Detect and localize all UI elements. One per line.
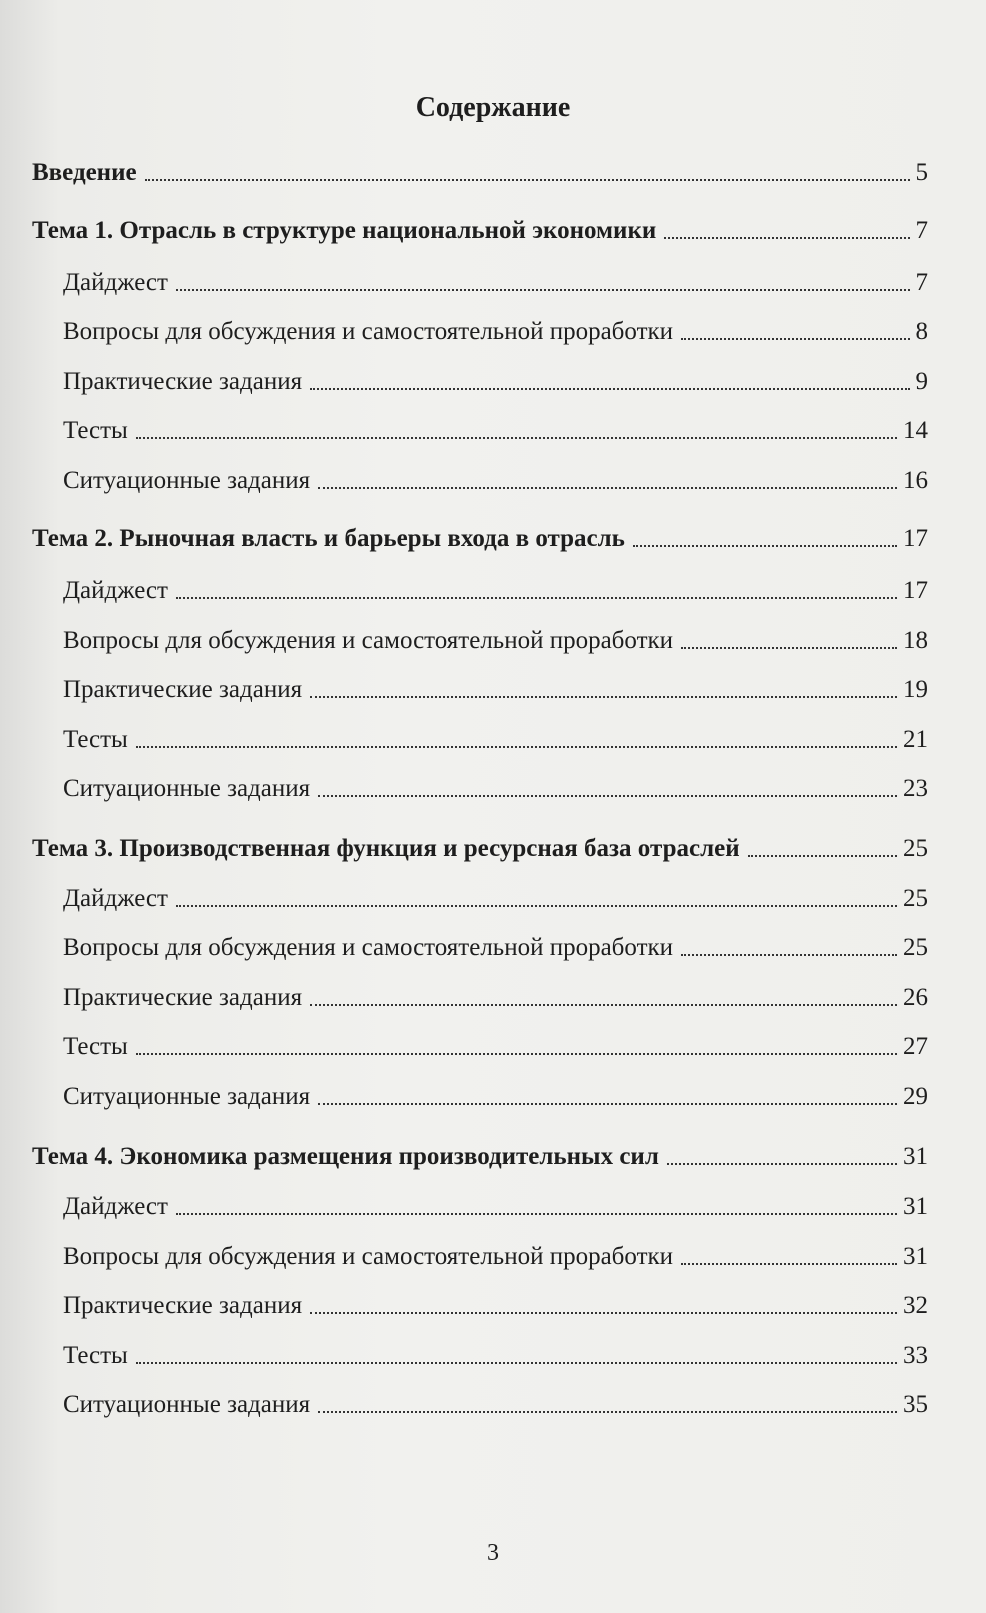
toc-subsection-entry [63,878,928,914]
toc-entry-page: 16 [903,467,928,494]
toc-entry-label: Тесты [63,726,128,753]
toc-section-entry [32,152,928,188]
dot-leader [318,487,897,489]
toc-entry-label: Тема 4. Экономика размещения производительных сил [32,1143,659,1170]
toc-entry-page: 7 [915,217,928,244]
dot-leader [318,795,897,797]
toc-entry-label: Вопросы для обсуждения и самостоятельной проработки [63,934,674,961]
dot-leader [310,1004,897,1006]
toc-entry-page: 26 [903,984,928,1011]
toc-entry-page: 23 [903,775,928,802]
toc-subsection-entry [63,1335,928,1371]
toc-entry-label: Дайджест [63,885,168,912]
dot-leader [318,1103,897,1105]
dot-leader [176,597,897,599]
toc-entry-page: 25 [903,835,928,862]
toc-entry-page: 31 [903,1193,928,1220]
page-number: 3 [487,1540,499,1566]
toc-subsection-entry [63,927,928,963]
toc-subsection-entry [63,977,928,1013]
toc-entry-label: Тесты [63,1342,128,1369]
toc-subsection-entry [63,570,928,606]
toc-entry-page: 9 [915,368,928,395]
toc-entry-page: 27 [903,1033,928,1060]
dot-leader [681,647,897,649]
toc-entry-page: 25 [903,934,928,961]
toc-entry-page: 5 [915,159,928,186]
page-title: Содержание [415,92,571,123]
dot-leader [176,1213,897,1215]
toc-entry-label: Вопросы для обсуждения и самостоятельной проработки [63,627,674,654]
toc-entry-label: Ситуационные задания [63,467,311,494]
toc-entry-label: Тесты [63,417,128,444]
dot-leader [633,545,897,547]
dot-leader [136,1362,897,1364]
dot-leader [136,1053,897,1055]
dot-leader [681,338,909,340]
toc-entry-label: Вопросы для обсуждения и самостоятельной проработки [63,1243,674,1270]
dot-leader [318,1411,897,1413]
toc-entry-label: Практические задания [63,984,303,1011]
toc-section-entry [32,518,928,554]
toc-entry-label: Дайджест [63,269,168,296]
toc-entry-label: Тема 1. Отрасль в структуре национальной экономики [32,217,657,244]
toc-entry-page: 8 [915,318,928,345]
toc-subsection-entry [63,460,928,496]
dot-leader [667,1163,897,1165]
dot-leader [145,179,910,181]
dot-leader [136,437,897,439]
toc-entry-page: 19 [903,676,928,703]
toc-entry-page: 29 [903,1083,928,1110]
toc-entry-label: Ситуационные задания [63,1391,311,1418]
toc-entry-label: Тема 2. Рыночная власть и барьеры входа в отрасль [32,525,625,552]
toc-subsection-entry [63,311,928,347]
toc-subsection-entry [63,1076,928,1112]
toc-subsection-entry [63,361,928,397]
toc-entry-label: Практические задания [63,1292,303,1319]
toc-subsection-entry [63,1285,928,1321]
toc-entry-label: Практические задания [63,676,303,703]
dot-leader [176,289,910,291]
dot-leader [664,237,909,239]
toc-subsection-entry [63,1186,928,1222]
toc-subsection-entry [63,768,928,804]
toc-subsection-entry [63,410,928,446]
toc-entry-page: 17 [903,577,928,604]
toc-entry-page: 14 [903,417,928,444]
toc-entry-label: Ситуационные задания [63,1083,311,1110]
toc-entry-label: Введение [32,159,137,186]
toc-subsection-entry [63,669,928,705]
dot-leader [310,696,897,698]
toc-entry-label: Практические задания [63,368,303,395]
toc-subsection-entry [63,262,928,298]
dot-leader [310,1312,897,1314]
toc-entry-page: 31 [903,1243,928,1270]
toc-subsection-entry [63,1384,928,1420]
dot-leader [176,905,897,907]
toc-entry-page: 7 [915,269,928,296]
toc-section-entry [32,1136,928,1172]
toc-entry-page: 21 [903,726,928,753]
dot-leader [681,954,897,956]
toc-section-entry [32,210,928,246]
toc-entry-label: Тесты [63,1033,128,1060]
toc-entry-page: 18 [903,627,928,654]
toc-entry-page: 31 [903,1143,928,1170]
toc-entry-label: Дайджест [63,1193,168,1220]
dot-leader [136,746,897,748]
toc-entry-label: Дайджест [63,577,168,604]
toc-entry-page: 17 [903,525,928,552]
toc-subsection-entry [63,1026,928,1062]
toc-entry-label: Тема 3. Производственная функция и ресурсная база отраслей [32,835,740,862]
toc-section-entry [32,828,928,864]
dot-leader [748,855,897,857]
dot-leader [681,1263,897,1265]
toc-entry-label: Вопросы для обсуждения и самостоятельной проработки [63,318,674,345]
toc-entry-label: Ситуационные задания [63,775,311,802]
toc-subsection-entry [63,1236,928,1272]
toc-entry-page: 35 [903,1391,928,1418]
dot-leader [310,388,909,390]
toc-entry-page: 32 [903,1292,928,1319]
toc-subsection-entry [63,620,928,656]
toc-entry-page: 25 [903,885,928,912]
toc-entry-page: 33 [903,1342,928,1369]
toc-subsection-entry [63,719,928,755]
